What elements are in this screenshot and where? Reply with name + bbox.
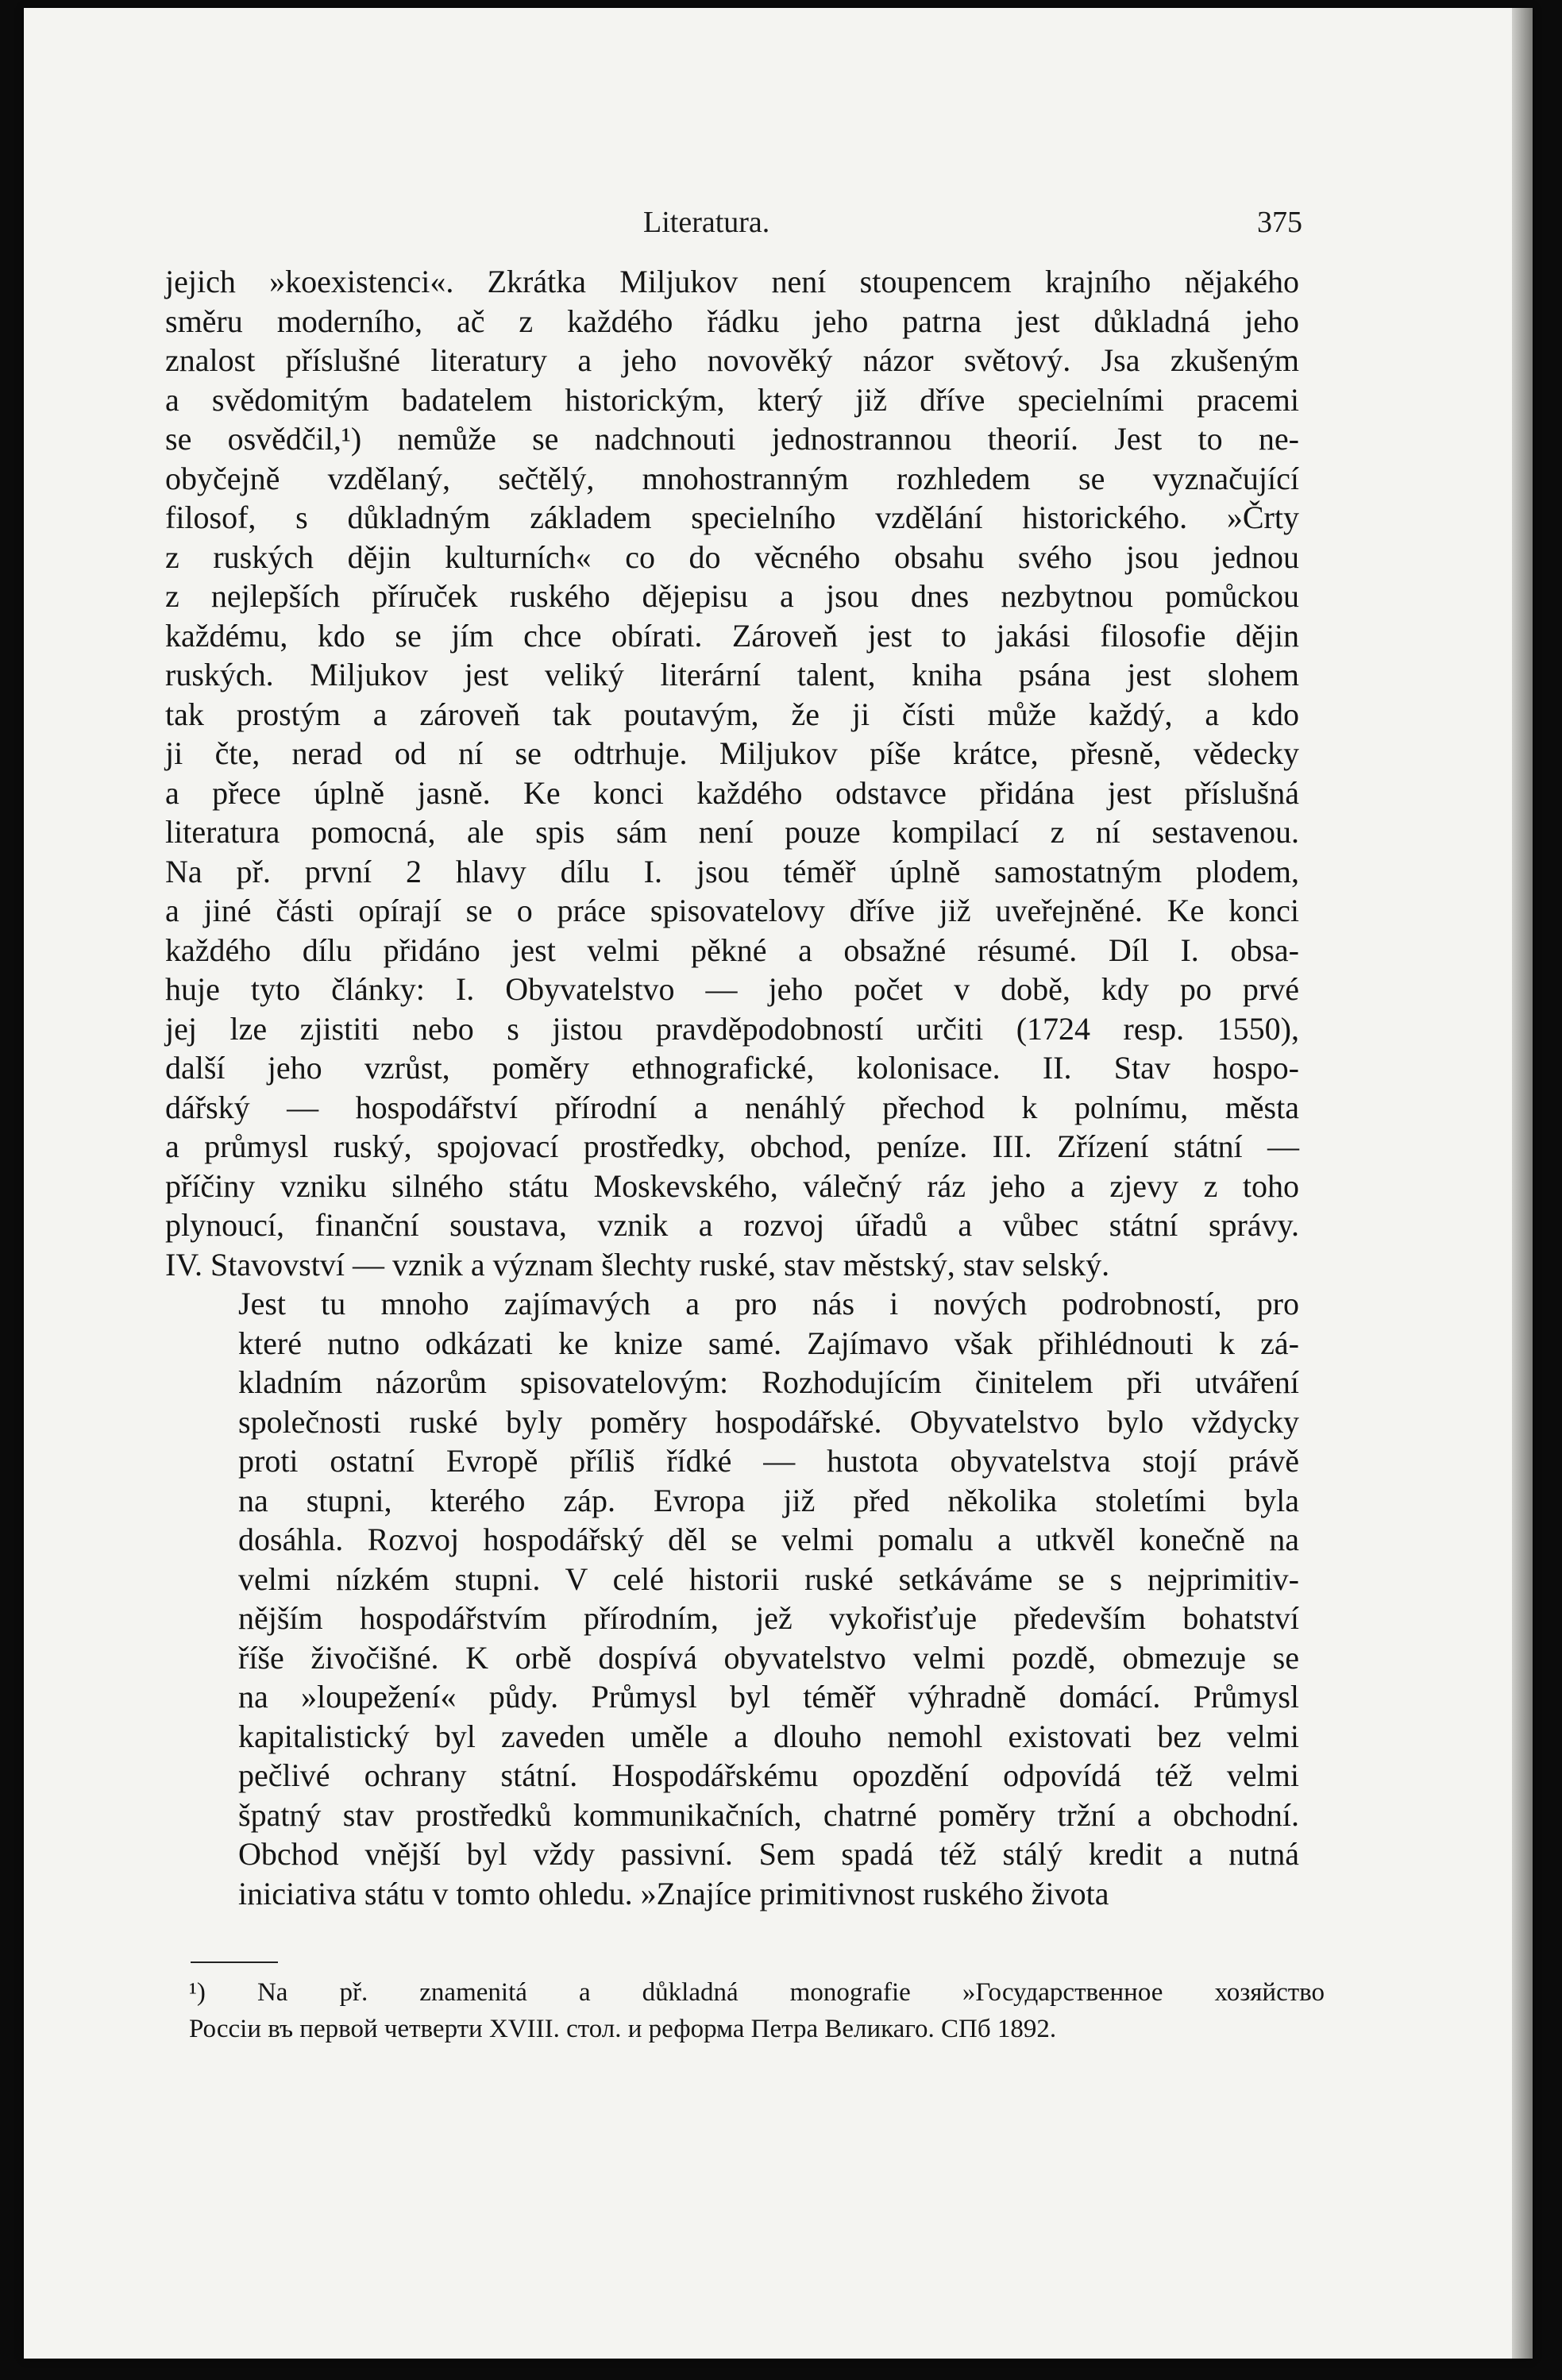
header-title: Literatura. [643, 206, 770, 239]
text-line: tak prostým a zároveň tak poutavým, že ji čísti může každý, a kdo [165, 696, 1299, 732]
text-line: velmi nízkém stupni. V celé historii ruské setkáváme se s nejprimitiv- [238, 1560, 1299, 1597]
text-line: pečlivé ochrany státní. Hospodářskému opozdění odpovídá též velmi [238, 1757, 1299, 1793]
text-line: na stupni, kterého záp. Evropa již před několika stoletími byla [238, 1482, 1299, 1518]
text-line: a přece úplně jasně. Ke konci každého odstavce přidána jest příslušná [165, 774, 1299, 811]
text-line: společnosti ruské byly poměry hospodářské. Obyvatelstvo bylo vždycky [238, 1403, 1299, 1440]
text-line: literatura pomocná, ale spis sám není pouze kompilací z ní sestavenou. [165, 814, 1299, 850]
text-line: nějším hospodářstvím přírodním, jež vykořisťuje především bohatství [238, 1600, 1299, 1636]
text-line: říše živočišné. K orbě dospívá obyvatelstvo velmi pozdě, obmezuje se [238, 1639, 1299, 1676]
running-header [24, 205, 1533, 245]
text-line: filosof, s důkladným základem specielního vzdělání historického. »Črty [165, 500, 1299, 535]
text-line: jej lze zjistiti nebo s jistou pravděpodobností určiti (1724 resp. 1550), [165, 1010, 1299, 1047]
text-line: Obchod vnější byl vždy passivní. Sem spadá též stálý kredit a nutná [238, 1836, 1299, 1872]
text-line: každého dílu přidáno jest velmi pěkné a obsažné résumé. Díl I. obsa- [165, 932, 1299, 968]
paragraph-1 [165, 262, 1299, 1284]
scan-edge [1512, 8, 1533, 2359]
page-number: 375 [1257, 206, 1302, 239]
text-line: na »loupežení« půdy. Průmysl byl téměř výhradně domácí. Průmysl [238, 1679, 1299, 1715]
main-text [165, 262, 1299, 1913]
text-line: které nutno odkázati ke knize samé. Zajímavo však přihlédnouti k zá- [238, 1325, 1299, 1361]
text-line: ¹) Na př. znamenitá a důkladná monografie »Государственное хозяйство [189, 1978, 1325, 2007]
text-line: obyčejně vzdělaný, sečtělý, mnohostranným rozhledem se vyznačující [165, 460, 1299, 496]
text-line: IV. Stavovství — vznik a význam šlechty ruské, stav městský, stav selský. [165, 1246, 1110, 1283]
text-line: kladním názorům spisovatelovým: Rozhodujícím činitelem při utváření [238, 1364, 1299, 1400]
text-line: huje tyto články: I. Obyvatelstvo — jeho počet v době, kdy po prvé [165, 971, 1299, 1007]
book-page [24, 8, 1533, 2359]
text-line: Jest tu mnoho zajímavých a pro nás i nových podrobností, pro [238, 1286, 1299, 1321]
text-line: příčiny vzniku silného státu Moskevského, válečný ráz jeho a zjevy z toho [165, 1167, 1299, 1204]
text-line: iniciativa státu v tomto ohledu. »Znajíce primitivnost ruského života [238, 1875, 1109, 1911]
text-line: kapitalistický byl zaveden uměle a dlouho nemohl existovati bez velmi [238, 1718, 1299, 1754]
text-line: každému, kdo se jím chce obírati. Zároveň jest to jakási filosofie dějin [165, 617, 1299, 654]
paragraph-2 [165, 1284, 1299, 1913]
text-line: a průmysl ruský, spojovací prostředky, obchod, peníze. III. Zřízení státní — [165, 1128, 1299, 1164]
text-line: a svědomitým badatelem historickým, který již dříve specielními pracemi [165, 381, 1299, 418]
text-line: z nejlepších příruček ruského dějepisu a jsou dnes nezbytnou pomůckou [165, 578, 1299, 614]
text-line: další jeho vzrůst, poměry ethnografické, kolonisace. II. Stav hospo- [165, 1050, 1299, 1086]
text-line: plynoucí, finanční soustava, vznik a rozvoj úřadů a vůbec státní správy. [165, 1207, 1299, 1243]
footnote-rule [191, 1961, 278, 1963]
text-line: a jiné části opírají se o práce spisovatelovy dříve již uveřejněné. Ke konci [165, 893, 1299, 928]
footnote [189, 1974, 1325, 2047]
text-line: jejich »koexistenci«. Zkrátka Miljukov není stoupencem krajního nějakého [165, 264, 1299, 299]
text-line: ruských. Miljukov jest veliký literární talent, kniha psána jest slohem [165, 657, 1299, 692]
text-line: ji čte, nerad od ní se odtrhuje. Miljukov píše krátce, přesně, vědecky [165, 735, 1299, 771]
text-line: proti ostatní Evropě příliš řídké — hustota obyvatelstva stojí právě [238, 1443, 1299, 1479]
text-line: z ruských dějin kulturních« co do věcného obsahu svého jsou jednou [165, 538, 1299, 575]
text-line: Na př. první 2 hlavy dílu I. jsou téměř úplně samostatným plodem, [165, 853, 1299, 889]
text-line: Россіи въ первой четверти XVIII. стол. и реформа Петра Великаго. СПб 1892. [189, 2015, 1057, 2043]
text-line: dářský — hospodářství přírodní a nenáhlý přechod k polnímu, města [165, 1089, 1299, 1125]
text-line: dosáhla. Rozvoj hospodářský děl se velmi pomalu a utkvěl konečně na [238, 1522, 1299, 1557]
text-line: špatný stav prostředků kommunikačních, chatrné poměry tržní a obchodní. [238, 1796, 1299, 1833]
text-line: znalost příslušné literatury a jeho novověký názor světový. Jsa zkušeným [165, 342, 1299, 378]
text-line: se osvědčil,¹) nemůže se nadchnouti jednostrannou theorií. Jest to ne- [165, 421, 1299, 457]
text-line: směru moderního, ač z každého řádku jeho patrna jest důkladná jeho [165, 303, 1299, 339]
